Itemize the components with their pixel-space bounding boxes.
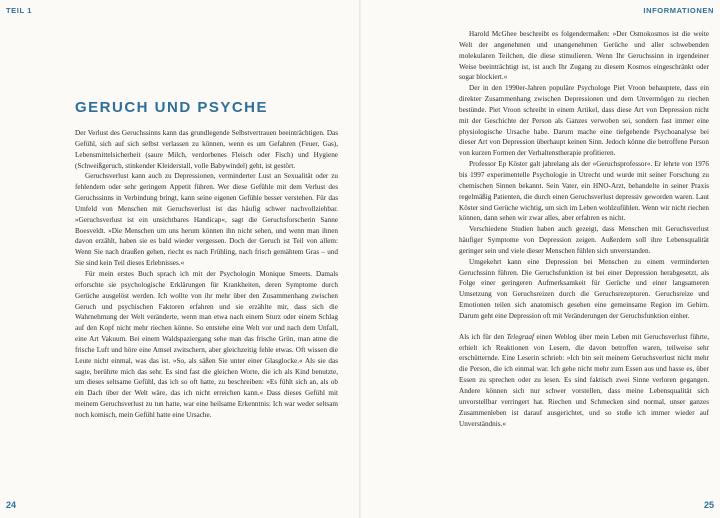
paragraph: Professor Ep Köster galt jahrelang als der »Geruchsprofessor«. Er lehrte von 1976 bis 1997 experimentelle Psychologie in Utrecht und wurde mit seiner Forschung zu chemischen Sinnen bekannt. Sein Vater, ein HNO-Arzt, behandelte in seiner Praxis regelmäßig Patienten, die durch einen Geruchsverlust depressiv geworden waren. Laut Köster sind Gerüche wichtig, um sich im Leben wohlzufühlen. Wenn wir nicht riechen können, dann sehen wir zwar alles, aber erfahren es nicht. bbox=[459, 160, 709, 223]
paragraph: Verschiedene Studien haben auch gezeigt, dass Menschen mit Geruchsverlust häufiger Symptome von Depression zeigen. Außerdem soll ihre Lebensqualität geringer sein und viele dieser Menschen fühlen sich unverstanden. bbox=[459, 225, 709, 255]
page-number-right: 25 bbox=[703, 500, 714, 510]
paragraph: Der Verlust des Geruchssinns kann das grundlegende Selbstvertrauen beeinträchtigen. Das Gefühl, sich auf sich selbst verlassen zu können, wenn es um Gefahren (Feuer, Gas), Lebensmittelsicherheit (saure Milch, verdorbenes Fleisch oder Fisch) und Hygiene (Schweißgeruch, stinkender Kleiderstall, volle Babywindel) geht, ist gestört. bbox=[75, 129, 338, 170]
paragraph: Der in den 1990er-Jahren populäre Psychologe Piet Vroon behauptete, dass ein direkter Zusammenhang zwischen Depressionen und dem Unvermögen zu riechen bestünde. Piet Vroon schreibt in einem Artikel, dass diese Art von Depression nicht mit der Geschichte der Person als Ganzes verwoben sei, sondern fast immer eine physiologische Ursache habe. Darum mache eine tiefgehende Psychoanalyse bei dieser Art von Depression überhaupt keinen Sinn. Jedoch könne die betroffene Person von kurzen Formen der Verhaltenstherapie profitieren. bbox=[459, 84, 709, 158]
running-header-right: INFORMATIONEN bbox=[643, 6, 714, 15]
paragraph: Als ich für den Telegraaf einen Weblog über mein Leben mit Geruchsverlust führte, erhielt ich Reaktionen von Lesern, die davon betroffen waren, teilweise sehr erschütternde. Eine Leserin schrieb: »Ich bin seit meinem Geruchsverlust nicht mehr die Person, die ich einmal war. Ich gehe nicht mehr zum Essen aus und hasse es, über Essen zu sprechen oder zu lesen. Es sind faktisch zwei Sinne verloren gegangen. Andere können sich nur schwer vorstellen, dass meine Lebensqualität sich unvorstellbar verringert hat. Riechen und Schmecken sind normal, unser ganzes Zusammenleben ist darauf ausgerichtet, und so stoße ich immer wieder auf Unverständnis.« bbox=[459, 332, 710, 428]
paragraph: Für mein erstes Buch sprach ich mit der Psychologin Monique Smeets. Damals erforschte sie psychologische Erklärungen für Krankheiten, deren Symptome durch Gerüche ausgelöst werden. Ich wollte von ihr mehr über den Zusammenhang zwischen Geruch und psychischen Faktoren erfahren und sie erzählte mir, dass sich die Wahrnehmung der Welt veränderte, wenn man etwa nach einem Sturz oder einem Schlag auf den Kopf nicht mehr riechen könne. So entstehe eine Welt vor und nach dem Unfall, eine Art Vakuum. Bei einem Waldspaziergang sehe man das frische Grün, man atme die frische Luft und höre eine Amsel zwitschern, aber gleichzeitig fehle etwas. Oft wissen die Leute nicht einmal, was das ist. »So, als säßen Sie unter einer Glasglocke.« Als sie das sagte, berührte mich das sehr. Es sind fast die gleichen Worte, die ich als Kind benutzte, um dieses seltsame Gefühl, das ich so oft hatte, zu beschreiben: »Es fühlt sich an, als ob ein Dach über der Welt wäre, das ich nicht erreichen kann.« Dass dieses Gefühl mit meinem Geruchsverlust zu tun hatte, war eine heilsame Erkenntnis: Ich war weder seltsam noch komisch, mein Gefühl hatte eine Ursache. bbox=[75, 269, 338, 419]
right-page bbox=[360, 0, 720, 518]
left-body-text bbox=[75, 128, 338, 421]
chapter-title: GERUCH UND PSYCHE bbox=[75, 99, 269, 116]
paragraph: Geruchsverlust kann auch zu Depressionen, verminderter Lust an Sexualität oder zu fehlendem oder sehr geringem Appetit führen. Wer diese Gefühle mit dem Verlust des Geruchssinns in Verbindung bringt, kann seine eigenen Gefühle besser verstehen. Für das Umfeld von Menschen mit Geruchsverlust ist das häufig schwer nachvollziehbar. »Geruchsverlust ist ein unsichtbares Handicap«, sagt die Geruchsforscherin Sanne Boesveldt. »Die Menschen um uns herum können ihn nicht sehen, und wenn man ihnen davon erzählt, haben sie es bald wieder vergessen. Doch der Geruch ist Teil von allem: Wenn Sie nach draußen gehen, riecht es nach Frühling, nach frisch gemähtem Gras – und Sie sind kein Teil dieses Erlebnisses.« bbox=[75, 172, 338, 268]
page-number-left: 24 bbox=[6, 500, 17, 510]
paragraph: Harold McGhee beschreibt es folgendermaßen: »Der Osmokosmos ist die weite Welt der angenehmen und unangenehmen Gerüche und aller schwebenden molekularen Teilchen, die diese stimulieren. Wenn Ihr Geruchssinn in irgendeiner Weise beeinträchtigt ist, ist auch Ihr Zugang zu diesem Kosmos eingeschränkt oder sogar blockiert.« bbox=[459, 30, 709, 82]
paragraph: Umgekehrt kann eine Depression bei Menschen zu einem verminderten Geruchssinn führen. Die Geruchsfunktion ist bei einer Depression herabgesetzt, als Folge einer geringeren Aufmerksamkeit für Gerüche und einer langsameren Umsetzung von Geruchsreizen durch die Geruchsrezeptoren. Geruchsreize und Emotionen teilen sich anatomisch gesehen eine gemeinsame Region im Gehirn. Darum geht eine Depression oft mit Veränderungen der Geruchsfunktion einher. bbox=[459, 257, 709, 320]
running-header-left: TEIL 1 bbox=[6, 6, 32, 15]
right-body-text bbox=[459, 29, 709, 429]
